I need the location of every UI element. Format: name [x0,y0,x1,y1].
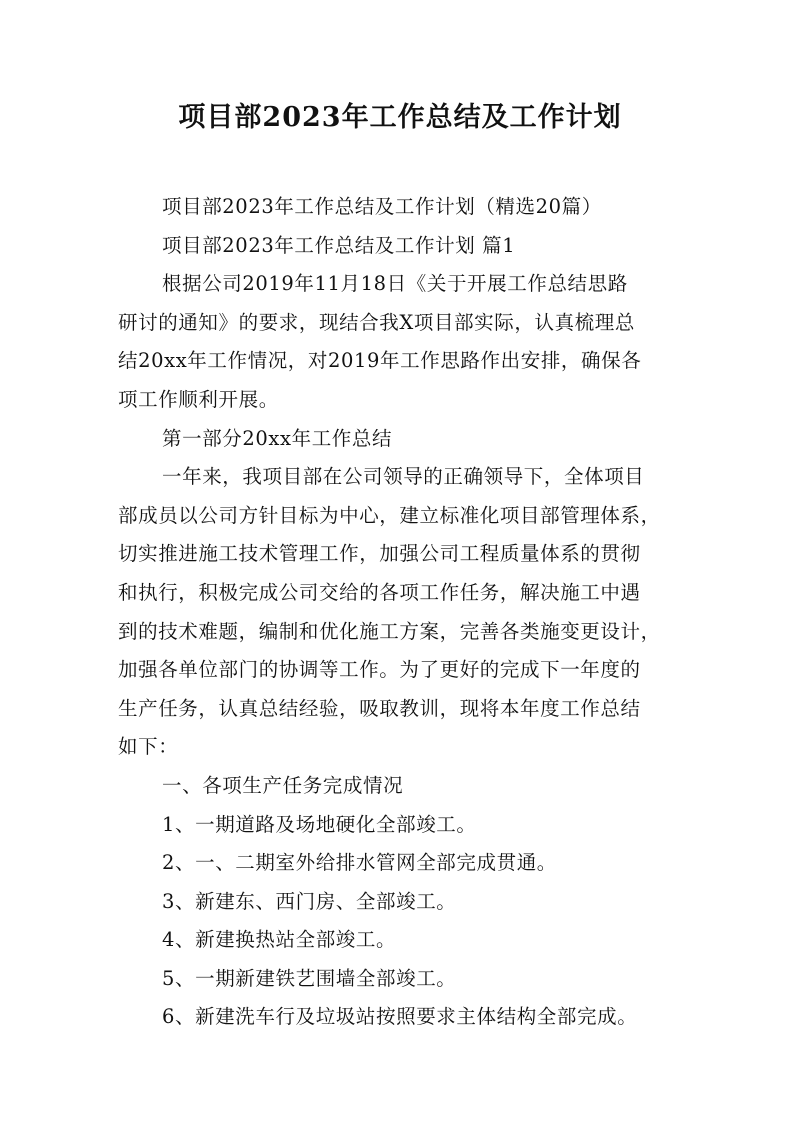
document-title: 项目部2023年工作总结及工作计划 [178,102,622,133]
paragraph-line: 一年来，我项目部在公司领导的正确领导下，全体项目 [162,465,645,489]
paragraph-line: 第一部分20xx年工作总结 [162,426,393,450]
paragraph-line: 4、新建换热站全部竣工。 [162,928,397,952]
document-body [118,188,688,1037]
paragraph-line: 结20xx年工作情况，对2019年工作思路作出安排，确保各 [118,349,642,373]
paragraph-line: 加强各单位部门的协调等工作。为了更好的完成下一年度的 [118,658,641,682]
paragraph-line: 到的技术难题，编制和优化施工方案，完善各类施变更设计， [118,619,661,643]
paragraph-line: 研讨的通知》的要求，现结合我X项目部实际，认真梳理总 [118,310,635,334]
paragraph-line: 6、新建洗车行及垃圾站按照要求主体结构全部完成。 [162,1005,638,1029]
paragraph-line: 1、一期道路及场地硬化全部竣工。 [162,812,477,836]
paragraph-line: 项工作顺利开展。 [118,387,279,411]
paragraph-line: 部成员以公司方针目标为中心，建立标准化项目部管理体系， [118,503,661,527]
paragraph-line: 根据公司2019年11月18日《关于开展工作总结思路 [162,272,628,296]
paragraph-line: 3、新建东、西门房、全部竣工。 [162,889,457,913]
paragraph-line: 和执行，积极完成公司交给的各项工作任务，解决施工中遇 [118,580,641,604]
paragraph-line: 一、各项生产任务完成情况 [162,773,404,797]
paragraph-line: 项目部2023年工作总结及工作计划（精选20篇） [162,195,602,218]
paragraph-line: 切实推进施工技术管理工作，加强公司工程质量体系的贯彻 [118,542,641,566]
paragraph-line: 5、一期新建铁艺围墙全部竣工。 [162,966,457,990]
paragraph-line: 如下： [118,735,179,759]
paragraph-line: 项目部2023年工作总结及工作计划 篇1 [162,233,516,257]
paragraph-line: 生产任务，认真总结经验，吸取教训，现将本年度工作总结 [118,696,641,720]
paragraph-line: 2、一、二期室外给排水管网全部完成贯通。 [162,851,557,875]
